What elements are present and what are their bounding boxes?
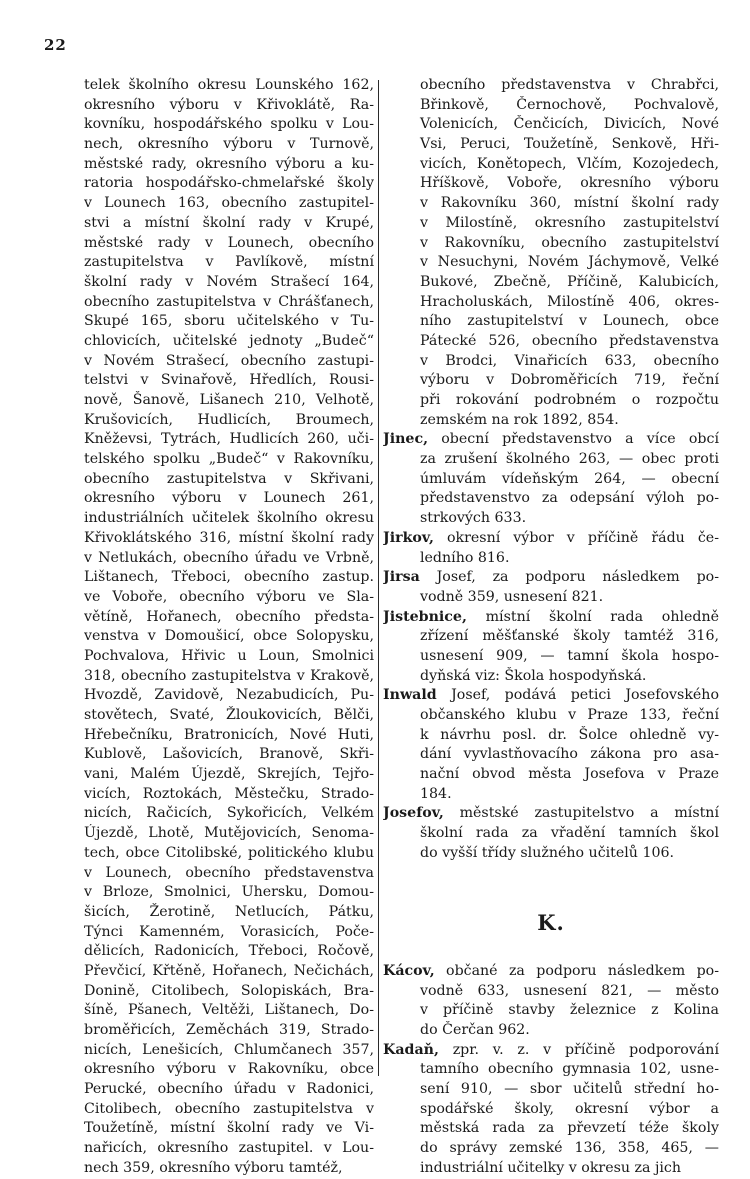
entry-first-line: [383, 568, 719, 588]
index-entry: [383, 529, 719, 568]
text-line: telstvi v Svinařově, Hředlích, Rousi-: [84, 372, 374, 389]
text-line: Hracholuskách, Milostíně 406, okres-: [420, 293, 719, 310]
entry-text: městské zastupitelstvo a místní: [443, 805, 719, 822]
text-line: ledního 816.: [420, 549, 510, 566]
text-line: 318, obecního zastupitelstva v Krakově,: [84, 667, 374, 684]
text-line: v Lounech, obecního představenstva: [84, 864, 374, 881]
text-line: Hřebečníku, Bratronicích, Nové Huti,: [84, 726, 374, 743]
text-line: Vsi, Peruci, Toužetíně, Senkově, Hři-: [420, 136, 719, 153]
text-line: při rokování podrobném o rozpočtu: [420, 392, 719, 408]
text-line: nově, Šanově, Lišanech 210, Velhotě,: [84, 392, 374, 408]
text-line: šicích, Žerotině, Netlucích, Pátku,: [84, 903, 374, 920]
text-line: Pátecké 526, obecního představenstva: [420, 332, 719, 349]
text-line: ního zastupitelství v Lounech, obce: [420, 313, 719, 330]
text-line: představenstvo za odepsání výloh po-: [420, 490, 719, 507]
text-line: okresního výboru v Křivoklátě, Ra-: [84, 96, 374, 113]
entry-text: okresní výbor v příčině řádu če-: [433, 529, 719, 546]
text-line: v Milostíně, okresního zastupitelství: [420, 214, 719, 231]
section-letter-heading: K.: [537, 909, 565, 935]
text-line: Donině, Citolibech, Solopiskách, Bra-: [84, 982, 374, 999]
text-line: venstva v Domoušicí, obce Solopysku,: [84, 628, 374, 645]
text-line: v Rakovníku 360, místní školní rady: [420, 195, 719, 212]
entry-first-line: [383, 686, 719, 706]
text-line: nační obvod města Josefova v Praze: [420, 766, 719, 783]
text-line: větíně, Hořanech, obecního předsta-: [84, 608, 374, 625]
text-line: industriální učitelky v okresu za jich: [420, 1159, 681, 1176]
text-line: industriálních učitelek školního okresu: [84, 510, 374, 527]
text-line: školní rada za vřadění tamních škol: [420, 825, 719, 842]
text-line: výboru v Dobroměřicích 719, řeční: [420, 372, 719, 389]
text-line: v Novém Strašecí, obecního zastupi-: [84, 352, 374, 369]
entry-text: Josef, podává petici Josefovského: [436, 687, 719, 704]
text-line: obecního zastupitelstva v Chrášťanech,: [84, 293, 374, 310]
entry-heading: Jirkov,: [383, 529, 434, 546]
text-line: stvi a místní školní rady v Krupé,: [84, 214, 374, 231]
right-column: [383, 76, 719, 1179]
text-line: telského spolku „Budeč“ v Rakovníku,: [84, 451, 374, 468]
text-line: Lištanech, Třeboci, obecního zastup.: [84, 569, 374, 586]
text-line: zemském na rok 1892, 854.: [420, 411, 619, 428]
text-line: v Brodci, Vinařicích 633, obecního: [420, 352, 719, 369]
text-line: dyňská viz: Škola hospodyňská.: [420, 667, 647, 684]
text-line: kovníku, hospodářského spolku v Lou-: [84, 116, 374, 133]
text-line: obecního zastupitelstva v Skřivani,: [84, 470, 374, 487]
entry-heading: Kadaň,: [383, 1041, 439, 1058]
text-line: 184.: [420, 785, 452, 802]
text-line: šíně, Pšanech, Veltěži, Lištanech, Do-: [84, 1002, 374, 1019]
text-line: zřízení měšťanské školy tamtéž 316,: [420, 628, 719, 645]
index-entry: [383, 608, 719, 687]
text-line: Břinkově, Černochově, Pochvalově,: [420, 96, 719, 113]
entry-first-line: [383, 1041, 719, 1061]
text-line: Převčicí, Křtěně, Hořanech, Nečichách,: [84, 962, 374, 979]
entry-text: Josef, za podporu následkem po-: [419, 569, 719, 586]
text-line: ve Voboře, obecního výboru ve Sla-: [84, 588, 374, 605]
entry-text: zpr. v. z. v příčině podporování: [438, 1041, 719, 1058]
text-line: vodně 359, usnesení 821.: [420, 588, 604, 605]
text-line: úmluvám vídeňským 264, — obecní: [420, 470, 719, 487]
text-line: v Nesuchyni, Novém Jáchymově, Velké: [420, 254, 719, 271]
text-line: nech, okresního výboru v Turnově,: [84, 136, 374, 153]
text-line: Hvozdě, Zavidově, Nezabudicích, Pu-: [84, 687, 374, 704]
text-line: obecního představenstva v Chrabřci,: [420, 77, 719, 93]
text-line: Citolibech, obecního zastupitelstva v: [84, 1100, 374, 1117]
text-line: Týnci Kamenném, Vorasicích, Poče-: [84, 923, 374, 940]
text-line: k návrhu posl. dr. Šolce ohledně vy-: [420, 726, 719, 743]
entry-text: místní školní rada ohledně: [466, 608, 719, 625]
text-line: strkových 633.: [420, 510, 527, 527]
text-line: tech, obce Citolibské, politického klubu: [84, 844, 374, 861]
text-line: nicích, Račicích, Sykořicích, Velkém: [84, 805, 374, 822]
text-line: Újezdě, Lhotě, Mutějovicích, Senoma-: [84, 825, 374, 842]
entry-heading: Inwald: [383, 687, 437, 704]
text-line: Toužetíně, místní školní rady ve Vi-: [84, 1120, 374, 1137]
text-line: vodně 633, usnesení 821, — město: [420, 982, 719, 999]
text-line: do vyšší třídy služného učitelů 106.: [420, 844, 675, 861]
entry-first-line: [383, 430, 719, 450]
text-line: vicích, Roztokách, Městečku, Strado-: [84, 785, 374, 802]
text-line: sení 910, — sbor učitelů střední ho-: [420, 1081, 719, 1098]
text-line: nařicích, okresního zastupitel. v Lou-: [84, 1140, 374, 1157]
text-line: chlovicích, učitelské jednoty „Budeč“: [84, 332, 374, 349]
entry-text: obecní představenstvo a více obcí: [428, 431, 719, 448]
entry-heading: Jirsa: [383, 569, 420, 586]
text-line: městská rada za převzetí téže školy: [420, 1120, 719, 1137]
text-line: v příčině stavby železnice z Kolina: [420, 1002, 719, 1019]
text-line: městské rady, okresního výboru a ku-: [84, 155, 374, 172]
text-line: usnesení 909, — tamní škola hospo-: [420, 647, 719, 664]
entry-heading: Kácov,: [383, 962, 435, 979]
entry-heading: Jistebnice,: [383, 608, 467, 625]
left-column: [84, 76, 374, 1179]
text-line: Bukové, Zbečně, Příčině, Kalubicích,: [420, 273, 719, 290]
text-line: Kublově, Lašovicích, Branově, Skři-: [84, 746, 374, 763]
text-line: spodářské školy, okresní výbor a: [420, 1100, 719, 1117]
text-line: okresního výboru v Lounech 261,: [84, 490, 374, 507]
entry-heading: Jinec,: [383, 431, 429, 448]
entry-first-line: [383, 804, 719, 824]
index-entry: [383, 962, 719, 1041]
entry-heading: Josefov,: [383, 805, 444, 822]
text-line: v Brloze, Smolnici, Uhersku, Domou-: [84, 884, 374, 901]
text-line: zastupitelstva v Pavlíkově, místní: [84, 254, 374, 271]
column-divider: [378, 80, 379, 1076]
text-line: tamního obecního gymnasia 102, usne-: [420, 1061, 719, 1078]
entry-first-line: [383, 962, 719, 982]
text-line: stovětech, Svaté, Žloukovicích, Bělči,: [84, 707, 374, 723]
index-entry: [383, 568, 719, 607]
text-line: městské rady v Lounech, obecního: [84, 234, 374, 251]
text-line: dělicích, Radonicích, Třeboci, Ročově,: [84, 943, 374, 960]
text-line: ratoria hospodářsko-chmelařské školy: [84, 175, 374, 192]
text-line: Volenicích, Čenčicích, Divicích, Nové: [420, 116, 719, 133]
text-line: občanského klubu v Praze 133, řeční: [420, 707, 719, 723]
text-line: dání vyvlastňovacího zákona pro asa-: [420, 746, 719, 763]
text-line: do Čerčan 962.: [420, 1022, 530, 1039]
text-line: nech 359, okresního výboru tamtéž,: [84, 1159, 343, 1176]
index-entry: [383, 1041, 719, 1179]
index-entry: [383, 804, 719, 863]
text-line: nicích, Lenešicích, Chlumčanech 357,: [84, 1041, 374, 1058]
text-line: do správy zemské 136, 358, 465, —: [420, 1140, 719, 1157]
spacer: [383, 942, 719, 962]
text-line: Perucké, obecního úřadu v Radonici,: [84, 1081, 374, 1098]
entry-first-line: [383, 529, 719, 549]
text-line: Pochvalova, Hřivic u Loun, Smolnici: [84, 647, 374, 664]
text-line: školní rady v Novém Strašecí 164,: [84, 273, 374, 290]
text-line: Skupé 165, sboru učitelského v Tu-: [84, 313, 374, 330]
spacer: [383, 864, 719, 903]
text-line: Kněževsi, Tytrách, Hudlicích 260, uči-: [84, 431, 374, 448]
text-line: Křivoklátského 316, místní školní rady: [84, 529, 374, 546]
text-line: v Netlukách, obecního úřadu ve Vrbně,: [84, 549, 374, 566]
text-line: za zrušení školného 263, — obec proti: [420, 451, 719, 468]
text-line: okresního výboru v Rakovníku, obce: [84, 1061, 374, 1078]
text-line: Hříškově, Voboře, okresního výboru: [420, 175, 719, 192]
entry-text: občané za podporu následkem po-: [434, 962, 719, 979]
text-line: vani, Malém Újezdě, Skrejích, Tejřo-: [84, 766, 374, 783]
index-entry: [383, 686, 719, 804]
page-number: 22: [44, 36, 67, 54]
entry-first-line: [383, 608, 719, 628]
text-line: vicích, Konětopech, Vlčím, Kozojedech,: [420, 155, 719, 172]
text-line: telek školního okresu Lounského 162,: [84, 77, 374, 93]
index-entry: [383, 430, 719, 528]
text-line: broměřicích, Zeměchách 319, Strado-: [84, 1022, 374, 1038]
text-line: Krušovicích, Hudlicích, Broumech,: [84, 411, 374, 428]
text-line: v Lounech 163, obecního zastupitel-: [84, 195, 374, 212]
text-line: v Rakovníku, obecního zastupitelství: [420, 234, 719, 251]
